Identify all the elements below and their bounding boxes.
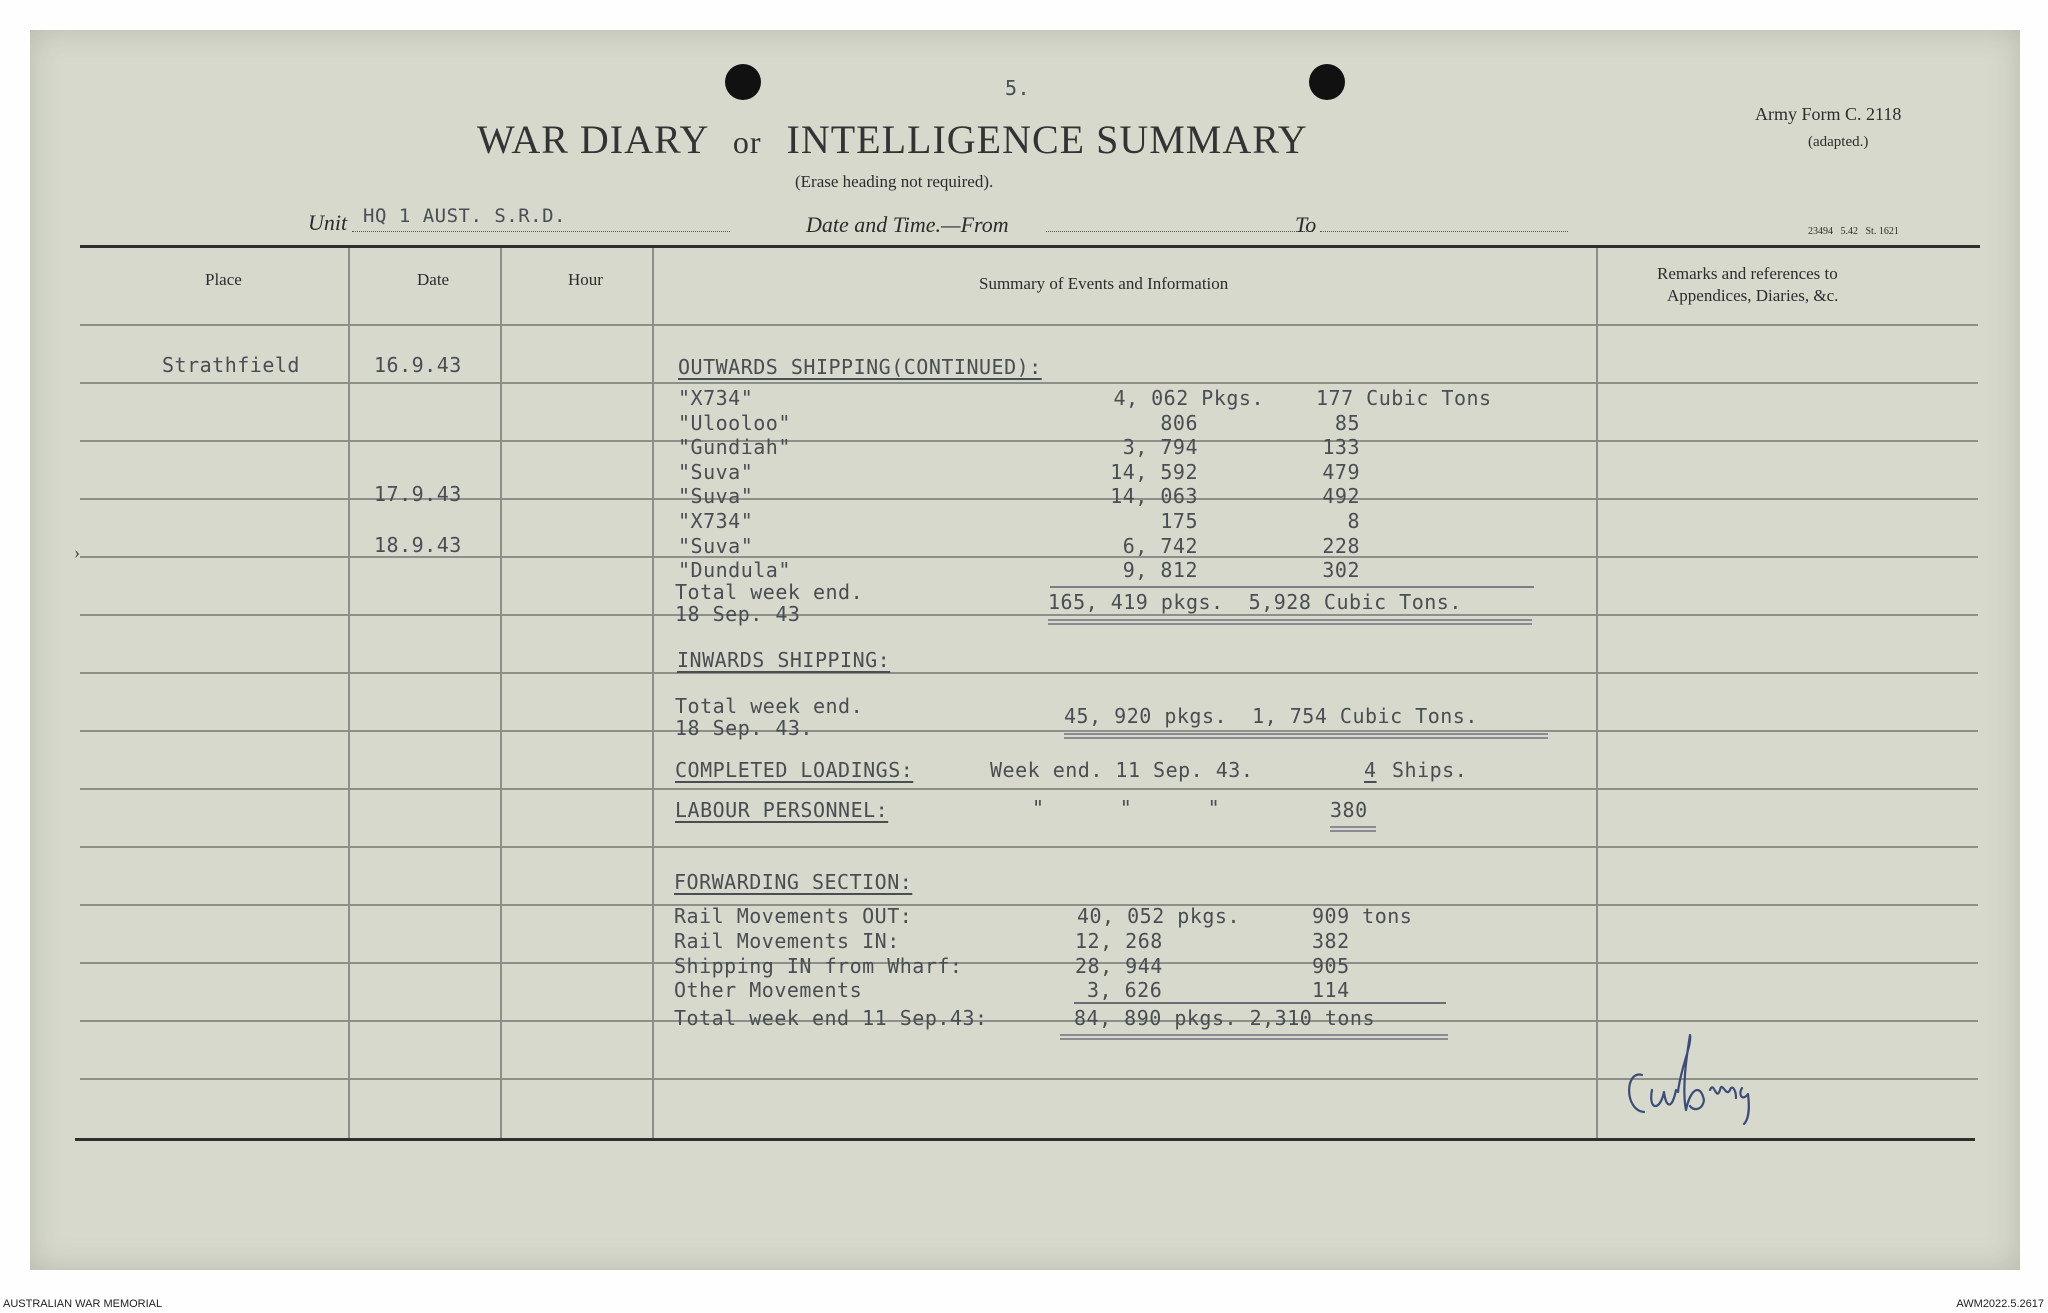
forwarding-label: Shipping IN from Wharf: bbox=[674, 954, 963, 978]
completed-heading: COMPLETED LOADINGS: bbox=[675, 758, 914, 782]
outwards-pkgs: 14, 063 bbox=[1110, 484, 1198, 508]
inwards-total-label-1: Total week end. bbox=[675, 694, 864, 718]
margin-tick-mark: › bbox=[74, 542, 80, 562]
completed-text: Week end. 11 Sep. 43. bbox=[990, 758, 1254, 782]
date-time-label: Date and Time.—From bbox=[806, 212, 1009, 237]
to-label: To bbox=[1295, 212, 1317, 237]
forwarding-label: Rail Movements IN: bbox=[674, 929, 900, 953]
outwards-tons: 133 bbox=[1322, 435, 1360, 459]
footer-accession-number: AWM2022.5.2617 bbox=[1956, 1298, 2044, 1310]
outwards-total-double-rule bbox=[1048, 619, 1532, 625]
title-or: or bbox=[732, 124, 762, 160]
form-name: Army Form C. 2118 bbox=[1755, 104, 1902, 124]
forwarding-heading: FORWARDING SECTION: bbox=[674, 870, 913, 894]
outwards-pkgs: 806 bbox=[1160, 411, 1198, 435]
outwards-ship: "Ulooloo" bbox=[678, 411, 791, 435]
signature-drawing bbox=[1620, 1020, 1780, 1130]
date-to-line bbox=[1320, 231, 1568, 232]
title-intelligence-summary: INTELLIGENCE SUMMARY bbox=[786, 117, 1308, 162]
forwarding-total-label: Total week end 11 Sep.43: bbox=[674, 1006, 988, 1030]
row-rule bbox=[80, 440, 1978, 442]
forwarding-tons: 905 bbox=[1312, 954, 1350, 978]
place-cell: Strathfield bbox=[162, 353, 300, 377]
outwards-pkgs: 3, 794 bbox=[1122, 435, 1198, 459]
labour-ditto: " " " bbox=[1032, 796, 1221, 820]
outwards-tons: 302 bbox=[1322, 558, 1360, 582]
row-rule bbox=[80, 498, 1978, 500]
completed-count: 4 bbox=[1364, 758, 1377, 782]
date-from-line bbox=[1046, 231, 1313, 232]
forwarding-tons: 114 bbox=[1312, 978, 1350, 1002]
outwards-ship: "Suva" bbox=[678, 460, 754, 484]
print-code: 23494 5.42 St. 1621 bbox=[1808, 226, 1899, 237]
page-title bbox=[477, 116, 1308, 163]
forwarding-label: Other Movements bbox=[674, 978, 863, 1002]
outwards-total-label-2: 18 Sep. 43 bbox=[675, 602, 801, 626]
unit-value: HQ 1 AUST. S.R.D. bbox=[363, 205, 566, 227]
outwards-total-value: 165, 419 pkgs. 5,928 Cubic Tons. bbox=[1048, 590, 1462, 614]
forwarding-subtotal-rule bbox=[1074, 1002, 1446, 1004]
inwards-total-double-rule bbox=[1064, 733, 1548, 739]
forwarding-total-double-rule bbox=[1060, 1034, 1448, 1040]
unit-line bbox=[352, 231, 730, 232]
outwards-tons: 479 bbox=[1322, 460, 1360, 484]
outwards-tons: 228 bbox=[1322, 534, 1360, 558]
row-rule bbox=[80, 556, 1978, 558]
col-header-remarks-2: Appendices, Diaries, &c. bbox=[1667, 286, 1839, 305]
completed-suffix: Ships. bbox=[1392, 758, 1468, 782]
outwards-pkgs: 14, 592 bbox=[1110, 460, 1198, 484]
form-sheet bbox=[30, 30, 2020, 1270]
page-number: 5. bbox=[1005, 76, 1031, 100]
outwards-pkgs: 175 bbox=[1160, 509, 1198, 533]
forwarding-pkgs: 40, 052 pkgs. bbox=[1076, 904, 1240, 928]
row-rule bbox=[80, 382, 1978, 384]
forwarding-label: Rail Movements OUT: bbox=[674, 904, 913, 928]
officer-signature bbox=[1620, 1020, 1780, 1135]
col-header-remarks-1: Remarks and references to bbox=[1657, 264, 1838, 283]
row-rule bbox=[80, 672, 1978, 674]
labour-heading: LABOUR PERSONNEL: bbox=[675, 798, 889, 822]
unit-label: Unit bbox=[308, 210, 348, 235]
subtitle: (Erase heading not required). bbox=[795, 172, 994, 191]
labour-count: 380 bbox=[1330, 798, 1368, 822]
outwards-tons: 85 bbox=[1334, 411, 1360, 435]
date-cell: 18.9.43 bbox=[374, 533, 462, 557]
outwards-pkgs: 4, 062 Pkgs. bbox=[1113, 386, 1264, 410]
footer-archive-label: AUSTRALIAN WAR MEMORIAL bbox=[3, 1298, 163, 1310]
forwarding-tons: 909 tons bbox=[1312, 904, 1413, 928]
row-rule bbox=[80, 904, 1978, 906]
col-header-date: Date bbox=[417, 270, 450, 289]
col-header-hour: Hour bbox=[568, 270, 603, 289]
forwarding-pkgs: 28, 944 bbox=[1075, 954, 1163, 978]
outwards-pkgs: 9, 812 bbox=[1122, 558, 1198, 582]
title-war-diary: WAR DIARY bbox=[477, 117, 708, 162]
inwards-total-value: 45, 920 pkgs. 1, 754 Cubic Tons. bbox=[1064, 704, 1478, 728]
outwards-ship: "Gundiah" bbox=[678, 435, 791, 459]
subtotal-rule bbox=[1050, 586, 1534, 588]
table-bottom-rule bbox=[75, 1138, 1975, 1141]
forwarding-pkgs: 12, 268 bbox=[1075, 929, 1163, 953]
outwards-total-label-1: Total week end. bbox=[675, 580, 864, 604]
table-top-rule bbox=[80, 245, 1980, 248]
col-header-summary: Summary of Events and Information bbox=[979, 274, 1229, 293]
row-rule bbox=[80, 846, 1978, 848]
outwards-ship: "Suva" bbox=[678, 534, 754, 558]
labour-count-double-rule bbox=[1330, 826, 1376, 832]
outwards-tons: 8 bbox=[1347, 509, 1360, 533]
row-rule bbox=[80, 788, 1978, 790]
row-rule bbox=[80, 614, 1978, 616]
outwards-tons: 177 Cubic Tons bbox=[1316, 386, 1492, 410]
outwards-ship: "X734" bbox=[678, 386, 754, 410]
forwarding-pkgs: 3, 626 bbox=[1087, 978, 1163, 1002]
outwards-ship: "X734" bbox=[678, 509, 754, 533]
forwarding-total-value: 84, 890 pkgs. 2,310 tons bbox=[1074, 1006, 1375, 1030]
outwards-pkgs: 6, 742 bbox=[1122, 534, 1198, 558]
outwards-ship: "Dundula" bbox=[678, 558, 791, 582]
row-rule bbox=[80, 730, 1978, 732]
punch-hole-left bbox=[725, 64, 761, 100]
header-row-rule bbox=[80, 324, 1978, 326]
inwards-total-label-2: 18 Sep. 43. bbox=[675, 716, 813, 740]
date-cell: 17.9.43 bbox=[374, 482, 462, 506]
outwards-heading: OUTWARDS SHIPPING(CONTINUED): bbox=[678, 355, 1042, 379]
forwarding-tons: 382 bbox=[1312, 929, 1350, 953]
form-note: (adapted.) bbox=[1808, 134, 1869, 150]
row-rule bbox=[80, 962, 1978, 964]
date-cell: 16.9.43 bbox=[374, 353, 462, 377]
col-header-place: Place bbox=[205, 270, 242, 289]
outwards-tons: 492 bbox=[1322, 484, 1360, 508]
inwards-heading: INWARDS SHIPPING: bbox=[677, 648, 891, 672]
outwards-ship: "Suva" bbox=[678, 484, 754, 508]
punch-hole-right bbox=[1309, 64, 1345, 100]
